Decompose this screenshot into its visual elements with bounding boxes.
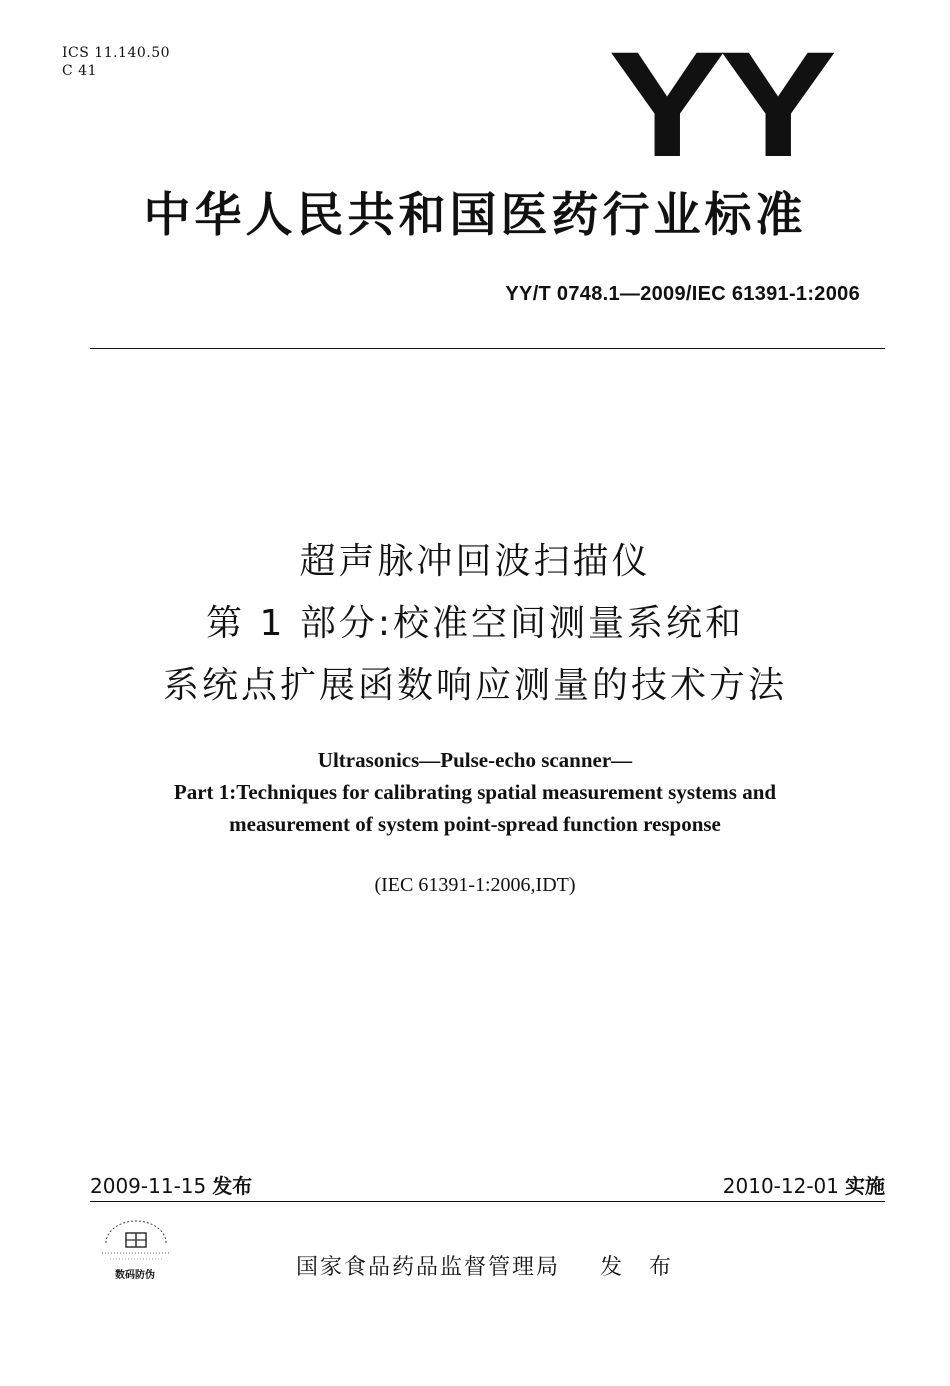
issuing-authority xyxy=(296,1250,681,1281)
standard-code: YY/T 0748.1—2009/IEC 61391-1:2006 xyxy=(505,283,860,305)
issue-date-label: 发布 xyxy=(212,1174,253,1198)
issue-date-value: 2009-11-15 xyxy=(90,1174,207,1198)
seal-caption: 数码防伪 xyxy=(115,1270,155,1281)
issuer-action: 发 布 xyxy=(600,1255,682,1280)
chinese-title-line-3: 系统点扩展函数响应测量的技术方法 xyxy=(162,665,787,706)
english-title-line-2: Part 1:Techniques for calibrating spatial measurement systems and xyxy=(173,780,777,804)
implementation-date-label: 实施 xyxy=(845,1174,885,1198)
english-title-line-3: measurement of system point-spread function response xyxy=(229,812,721,836)
ccs-code: C 41 xyxy=(62,63,97,79)
yy-logo: YY xyxy=(608,20,830,188)
standard-type-title: 中华人民共和国医药行业标准 xyxy=(143,188,807,243)
implementation-date-value: 2010-12-01 xyxy=(722,1174,839,1198)
issuer-name: 国家食品药品监督管理局 xyxy=(296,1255,561,1280)
footer-divider xyxy=(90,1201,885,1202)
issue-date xyxy=(90,1170,252,1199)
iec-equivalence: (IEC 61391-1:2006,IDT) xyxy=(374,874,576,896)
ics-code: ICS 11.140.50 xyxy=(62,45,171,61)
implementation-date xyxy=(723,1170,885,1199)
classification-codes xyxy=(62,44,170,80)
chinese-title-line-1: 超声脉冲回波扫描仪 xyxy=(299,541,651,582)
english-title-line-1: Ultrasonics—Pulse-echo scanner— xyxy=(317,748,633,772)
header-divider xyxy=(90,348,885,349)
chinese-title-line-2: 第 1 部分:校准空间测量系统和 xyxy=(206,603,744,644)
